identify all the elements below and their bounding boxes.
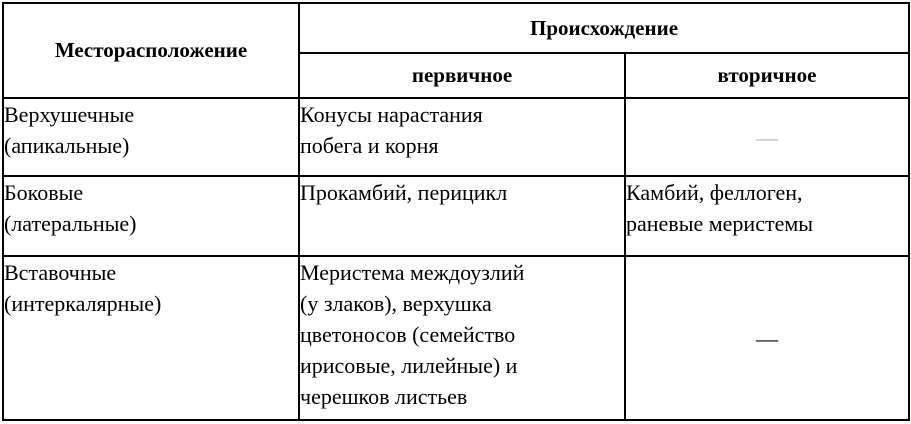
row-secondary: — xyxy=(756,325,778,351)
row-primary: Конусы нарастания побега и корня xyxy=(300,102,483,158)
row-primary: Меристема междоузлий (у злаков), верхушка цветоносов (семейство ирисовые, лилейные) и черешков листьев xyxy=(300,260,525,409)
row-location: Верхушечные (апикальные) xyxy=(4,102,135,158)
row-primary-cell xyxy=(299,256,625,420)
row-primary-cell xyxy=(299,176,625,256)
row-secondary: — xyxy=(756,124,778,150)
row-location-cell xyxy=(3,98,299,176)
row-primary-cell xyxy=(299,98,625,176)
header-origin: Происхождение xyxy=(299,3,909,53)
header-primary: первичное xyxy=(299,53,625,98)
header-secondary: вторичное xyxy=(625,53,909,98)
row-secondary: Камбий, феллоген, раневые меристемы xyxy=(626,180,814,236)
meristem-table xyxy=(2,2,910,421)
header-row-top xyxy=(3,3,909,53)
row-location: Боковые (латеральные) xyxy=(4,180,137,236)
row-location: Вставочные (интеркалярные) xyxy=(4,260,162,316)
row-secondary-cell xyxy=(625,98,909,176)
row-primary: Прокамбий, перицикл xyxy=(300,180,508,205)
header-location: Месторасположение xyxy=(3,3,299,98)
table-row xyxy=(3,98,909,176)
table-row xyxy=(3,176,909,256)
row-location-cell xyxy=(3,256,299,420)
table-row xyxy=(3,256,909,420)
row-secondary-cell xyxy=(625,176,909,256)
row-secondary-cell xyxy=(625,256,909,420)
row-location-cell xyxy=(3,176,299,256)
